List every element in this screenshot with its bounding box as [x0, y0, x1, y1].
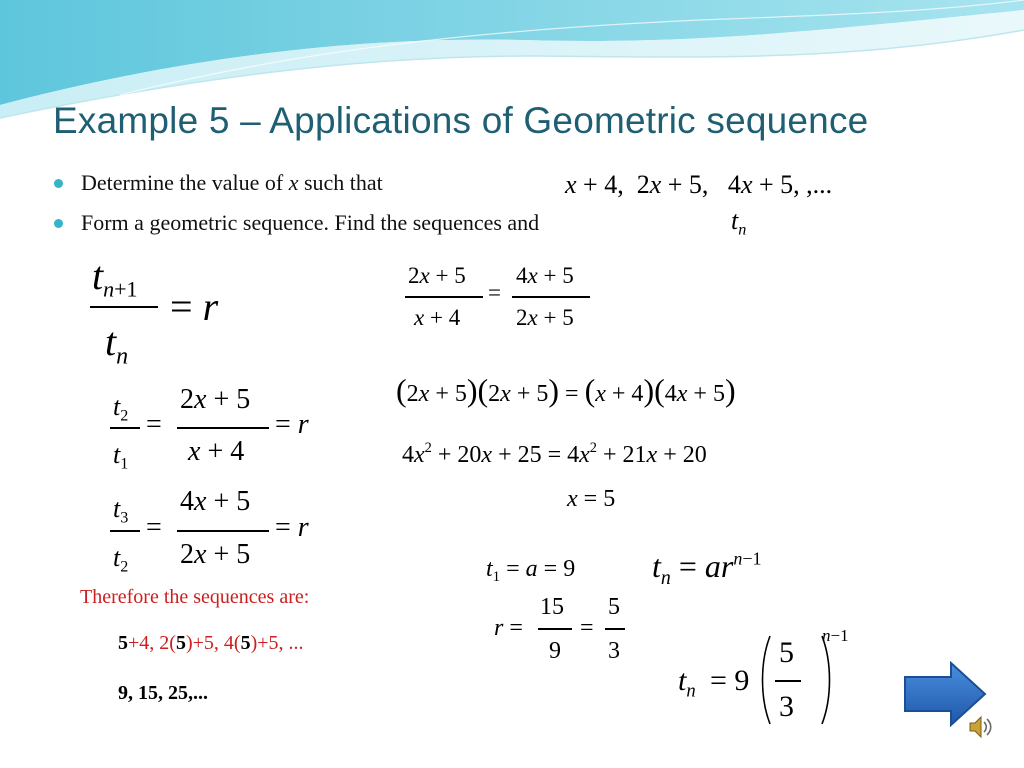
r-fraction-bar-2 — [605, 628, 625, 630]
final-eq: = 9 — [710, 664, 750, 697]
ratio-def-rhs: = r — [170, 284, 219, 329]
bullet-determine-var: x — [288, 170, 299, 195]
bullet-dot-icon — [54, 219, 63, 228]
bullet-form — [81, 210, 539, 236]
speaker-icon[interactable] — [967, 713, 995, 741]
ratio-t2-denominator: x + 4 — [188, 436, 245, 467]
first-term: $t_1 = a = 9$ — [486, 556, 576, 586]
eq-left-numerator: 2x + 5 — [408, 263, 466, 288]
substitution-line: 5+4, 2(5)+5, 4(5)+5, ... — [118, 632, 304, 654]
t2-t1-fraction-bar — [110, 427, 140, 429]
equals-sign: = — [146, 512, 162, 543]
ratio-t2-fraction-bar — [177, 427, 269, 429]
general-formula: $t_n = ar^{n-1}$ — [652, 548, 762, 589]
eq-right-denominator: 2x + 5 — [516, 305, 574, 330]
r-lhs: r = — [494, 615, 523, 641]
sequence-values: 9, 15, 25,... — [118, 682, 208, 704]
equals-sign: = — [146, 409, 162, 440]
t2-symbol-lower: $t_2$ — [113, 543, 129, 576]
eq-right-numerator: 4x + 5 — [516, 263, 574, 288]
ratio-def-numerator: tn+1 — [92, 253, 138, 302]
tn-symbol: $t_n$ — [731, 206, 747, 239]
final-exponent: n−1 — [822, 626, 849, 645]
eq-left-denominator: x + 4 — [414, 305, 461, 330]
slide-title: Example 5 – Applications of Geometric sequence — [53, 100, 869, 141]
ratio-t3-rhs: = r — [275, 512, 309, 543]
ratio-def-fraction-bar — [90, 306, 158, 308]
equals-sign: = — [580, 615, 594, 641]
bullet-determine-after: such that — [298, 170, 383, 195]
r-den1: 9 — [549, 638, 561, 664]
solution: x = 5 — [567, 486, 616, 512]
ratio-t3-denominator: 2x + 5 — [180, 539, 251, 570]
final-fraction-bar — [775, 680, 801, 682]
r-num1: 15 — [540, 594, 564, 620]
r-fraction-bar-1 — [538, 628, 572, 630]
ratio-def-denominator: $t_n$ — [105, 319, 129, 370]
ratio-t3-numerator: 4x + 5 — [180, 486, 251, 517]
quadratic-equation: $4x^2 + 20x + 25 = 4x^2 + 21x + 20$ — [402, 440, 707, 469]
bullet-determine — [81, 170, 383, 196]
r-num2: 5 — [608, 594, 620, 620]
t3-symbol: $t_3$ — [113, 494, 129, 527]
sequence-expression: x + 4, 2x + 5, 4x + 5, ,... — [565, 170, 833, 199]
bullet-form-text: Form a geometric sequence. Find the sequences and — [81, 210, 540, 235]
t1-symbol: $t_1$ — [113, 440, 129, 473]
ratio-t2-rhs: = r — [275, 409, 309, 440]
bullet-dot-icon — [54, 179, 63, 188]
final-den: 3 — [779, 690, 794, 723]
therefore-text: Therefore the sequences are: — [80, 586, 310, 608]
final-lhs: $t_n$ — [678, 664, 696, 702]
expanded-product: (2x + 5)(2x + 5) = (x + 4)(4x + 5) — [396, 372, 736, 408]
equals-sign: = — [488, 280, 501, 305]
final-num: 5 — [779, 636, 794, 669]
t3-t2-fraction-bar — [110, 530, 140, 532]
ratio-t3-fraction-bar — [177, 530, 269, 532]
t2-symbol: $t_2$ — [113, 392, 129, 425]
eq-left-fraction-bar — [405, 296, 483, 298]
eq-right-fraction-bar — [512, 296, 590, 298]
bullet-determine-before: Determine the value of — [81, 170, 289, 195]
r-den2: 3 — [608, 638, 620, 664]
ratio-t2-numerator: 2x + 5 — [180, 384, 251, 415]
